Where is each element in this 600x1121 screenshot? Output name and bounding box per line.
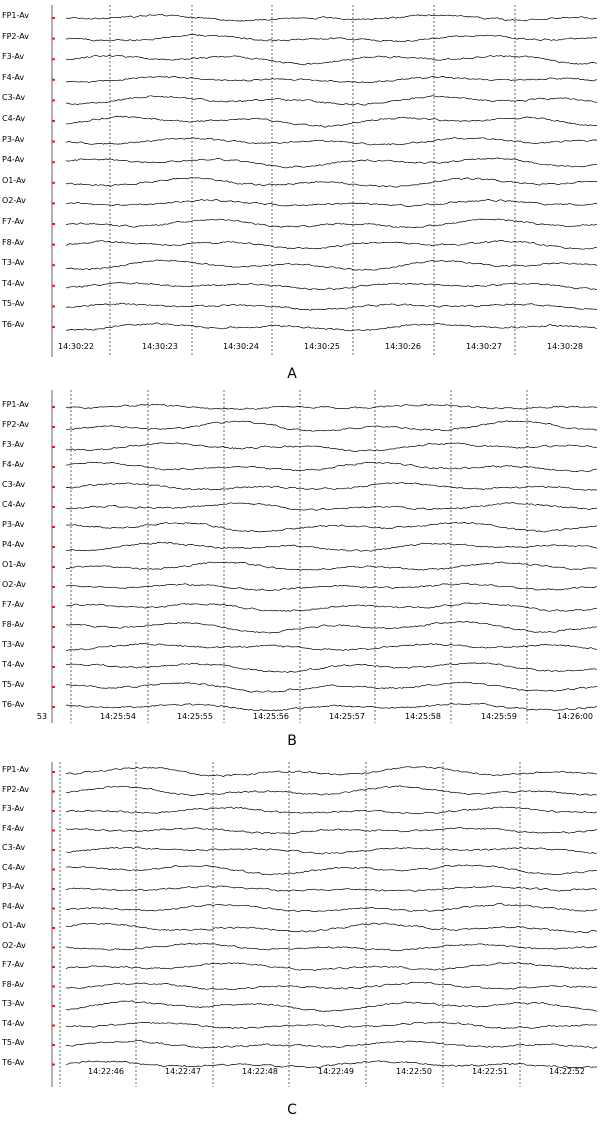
- channel-marker: [52, 1064, 55, 1066]
- time-label: 14:30:28: [547, 342, 583, 351]
- channel-label: O2-Av: [2, 940, 26, 950]
- channel-marker: [52, 38, 55, 40]
- eeg-panel-c: [0, 757, 600, 1121]
- time-label: 14:30:26: [385, 342, 421, 351]
- channel-label: P4-Av: [2, 901, 25, 911]
- channel-label: F7-Av: [2, 600, 25, 609]
- channel-marker: [52, 446, 55, 448]
- channel-marker: [52, 182, 55, 184]
- eeg-trace: [66, 178, 597, 187]
- channel-marker: [52, 406, 55, 408]
- eeg-trace: [66, 1041, 597, 1049]
- channel-marker: [52, 1025, 55, 1027]
- channel-marker: [52, 546, 55, 548]
- channel-label: F8-Av: [2, 620, 25, 629]
- eeg-trace: [66, 260, 597, 270]
- channel-marker: [52, 1044, 55, 1046]
- channel-marker: [52, 888, 55, 890]
- panel-letter-a: A: [287, 366, 297, 382]
- panel-letter-b: B: [287, 733, 297, 749]
- channel-marker: [52, 466, 55, 468]
- eeg-trace: [66, 923, 597, 933]
- channel-marker: [52, 646, 55, 648]
- channel-label: F7-Av: [2, 217, 25, 226]
- channel-marker: [52, 223, 55, 225]
- time-label: 14:22:46: [88, 1067, 124, 1076]
- channel-marker: [52, 506, 55, 508]
- channel-label: F3-Av: [2, 440, 25, 449]
- eeg-trace: [66, 443, 597, 452]
- time-label: 14:22:51: [472, 1067, 508, 1076]
- time-label: 14:30:24: [223, 342, 259, 351]
- channel-label: FP2-Av: [2, 784, 29, 794]
- channel-marker: [52, 526, 55, 528]
- channel-marker: [52, 486, 55, 488]
- channel-label: T5-Av: [2, 1038, 25, 1047]
- channel-label: C4-Av: [2, 862, 26, 872]
- eeg-trace: [66, 807, 597, 814]
- eeg-trace: [66, 116, 597, 127]
- eeg-trace: [66, 703, 597, 710]
- eeg-trace: [66, 462, 597, 472]
- time-label: 14:30:27: [466, 342, 502, 351]
- time-label: 14:30:25: [304, 342, 340, 351]
- channel-label: FP1-Av: [2, 11, 29, 20]
- channel-label: F4-Av: [2, 72, 25, 82]
- eeg-trace: [66, 404, 597, 409]
- eeg-trace: [66, 643, 597, 650]
- eeg-trace: [66, 542, 597, 551]
- eeg-trace: [66, 35, 597, 42]
- channel-label: P4-Av: [2, 155, 25, 165]
- eeg-trace: [66, 1001, 597, 1012]
- eeg-trace: [66, 323, 597, 331]
- channel-label: C4-Av: [2, 114, 26, 123]
- channel-label: T4-Av: [2, 1018, 25, 1028]
- eeg-trace: [66, 886, 597, 892]
- time-label: 14:25:59: [481, 712, 517, 721]
- time-label: 53: [36, 712, 48, 721]
- channel-marker: [52, 771, 55, 773]
- eeg-trace: [66, 865, 597, 875]
- channel-marker: [52, 927, 55, 929]
- channel-marker: [52, 426, 55, 428]
- eeg-trace: [66, 847, 597, 854]
- time-label: 14:22:47: [165, 1067, 201, 1076]
- channel-label: C3-Av: [2, 480, 26, 489]
- channel-label: FP1-Av: [2, 400, 29, 409]
- eeg-trace: [66, 138, 597, 146]
- eeg-trace: [66, 158, 597, 168]
- channel-marker: [52, 830, 55, 832]
- channel-marker: [52, 986, 55, 988]
- time-label: 14:25:54: [100, 712, 136, 721]
- channel-marker: [52, 966, 55, 968]
- channel-marker: [52, 58, 55, 60]
- eeg-trace: [66, 76, 597, 83]
- eeg-trace: [66, 827, 597, 834]
- channel-marker: [52, 305, 55, 307]
- channel-label: T6-Av: [2, 700, 25, 709]
- eeg-trace: [66, 522, 597, 532]
- channel-marker: [52, 606, 55, 608]
- eeg-trace: [66, 663, 597, 673]
- channel-label: FP2-Av: [2, 31, 29, 41]
- channel-marker: [52, 686, 55, 688]
- channel-label: T4-Av: [2, 660, 25, 669]
- eeg-trace: [66, 482, 597, 490]
- channel-label: O1-Av: [2, 560, 26, 569]
- channel-label: F4-Av: [2, 460, 25, 469]
- channel-marker: [52, 202, 55, 204]
- channel-label: O2-Av: [2, 580, 26, 589]
- channel-marker: [52, 706, 55, 708]
- eeg-trace: [66, 621, 597, 633]
- channel-label: T3-Av: [2, 640, 25, 649]
- channel-label: C3-Av: [2, 843, 26, 852]
- channel-label: T4-Av: [2, 278, 25, 288]
- eeg-trace: [66, 55, 597, 65]
- channel-marker: [52, 79, 55, 81]
- channel-label: F4-Av: [2, 823, 25, 833]
- channel-marker: [52, 626, 55, 628]
- channel-label: F8-Av: [2, 979, 25, 989]
- time-label: 14:22:48: [242, 1067, 278, 1076]
- channel-marker: [52, 285, 55, 287]
- time-label: 14:30:22: [58, 342, 94, 351]
- time-label: 14:30:23: [142, 342, 178, 351]
- channel-label: T3-Av: [2, 258, 25, 268]
- eeg-trace: [66, 96, 597, 105]
- eeg-trace: [66, 562, 597, 570]
- time-label: 14:25:58: [405, 712, 441, 721]
- time-label: 14:22:52: [549, 1067, 585, 1076]
- channel-label: O1-Av: [2, 921, 26, 930]
- channel-label: T5-Av: [2, 299, 25, 309]
- channel-label: F3-Av: [2, 52, 25, 62]
- eeg-trace: [66, 786, 597, 796]
- channel-label: P3-Av: [2, 520, 25, 529]
- channel-marker: [52, 849, 55, 851]
- channel-marker: [52, 326, 55, 328]
- eeg-trace: [66, 503, 597, 511]
- eeg-trace: [66, 943, 597, 951]
- channel-label: F8-Av: [2, 237, 25, 247]
- eeg-trace: [66, 303, 597, 310]
- channel-label: T3-Av: [2, 999, 25, 1008]
- channel-label: P3-Av: [2, 882, 25, 891]
- time-label: 14:25:57: [329, 712, 365, 721]
- eeg-traces-a: [0, 0, 600, 360]
- time-label: 14:25:56: [253, 712, 289, 721]
- channel-marker: [52, 586, 55, 588]
- channel-marker: [52, 947, 55, 949]
- eeg-panel-a: [0, 0, 600, 385]
- time-label: 14:26:00: [557, 712, 593, 721]
- channel-marker: [52, 161, 55, 163]
- channel-marker: [52, 666, 55, 668]
- channel-label: FP1-Av: [2, 765, 29, 774]
- eeg-trace: [66, 14, 597, 21]
- channel-label: O1-Av: [2, 175, 26, 185]
- channel-marker: [52, 17, 55, 19]
- eeg-trace: [66, 199, 597, 206]
- eeg-trace: [66, 421, 597, 431]
- time-label: 14:25:55: [177, 712, 213, 721]
- channel-label: T5-Av: [2, 680, 25, 689]
- time-label: 14:22:49: [318, 1067, 354, 1076]
- channel-marker: [52, 244, 55, 246]
- channel-label: P4-Av: [2, 540, 25, 549]
- eeg-trace: [66, 766, 597, 776]
- channel-label: C3-Av: [2, 93, 26, 103]
- eeg-trace: [66, 583, 597, 591]
- eeg-trace: [66, 982, 597, 990]
- channel-label: P3-Av: [2, 134, 25, 144]
- eeg-trace: [66, 282, 597, 290]
- channel-marker: [52, 1005, 55, 1007]
- eeg-trace: [66, 603, 597, 612]
- channel-label: T6-Av: [2, 1057, 25, 1067]
- channel-label: F3-Av: [2, 804, 25, 813]
- eeg-panel-b: [0, 385, 600, 757]
- channel-marker: [52, 908, 55, 910]
- eeg-trace: [66, 682, 597, 692]
- channel-label: T6-Av: [2, 320, 25, 329]
- channel-marker: [52, 810, 55, 812]
- channel-marker: [52, 869, 55, 871]
- eeg-traces-b: [0, 385, 600, 725]
- channel-label: C4-Av: [2, 500, 26, 509]
- eeg-trace: [66, 1022, 597, 1029]
- eeg-traces-c: [0, 757, 600, 1097]
- channel-label: F7-Av: [2, 960, 25, 969]
- channel-marker: [52, 791, 55, 793]
- eeg-trace: [66, 903, 597, 911]
- eeg-trace: [66, 219, 597, 228]
- channel-label: FP2-Av: [2, 420, 29, 429]
- eeg-trace: [66, 240, 597, 249]
- channel-marker: [52, 264, 55, 266]
- channel-marker: [52, 141, 55, 143]
- channel-marker: [52, 120, 55, 122]
- channel-label: O2-Av: [2, 196, 26, 206]
- panel-letter-c: C: [287, 1102, 297, 1118]
- channel-marker: [52, 566, 55, 568]
- time-label: 14:22:50: [396, 1067, 432, 1076]
- eeg-trace: [66, 963, 597, 971]
- channel-marker: [52, 99, 55, 101]
